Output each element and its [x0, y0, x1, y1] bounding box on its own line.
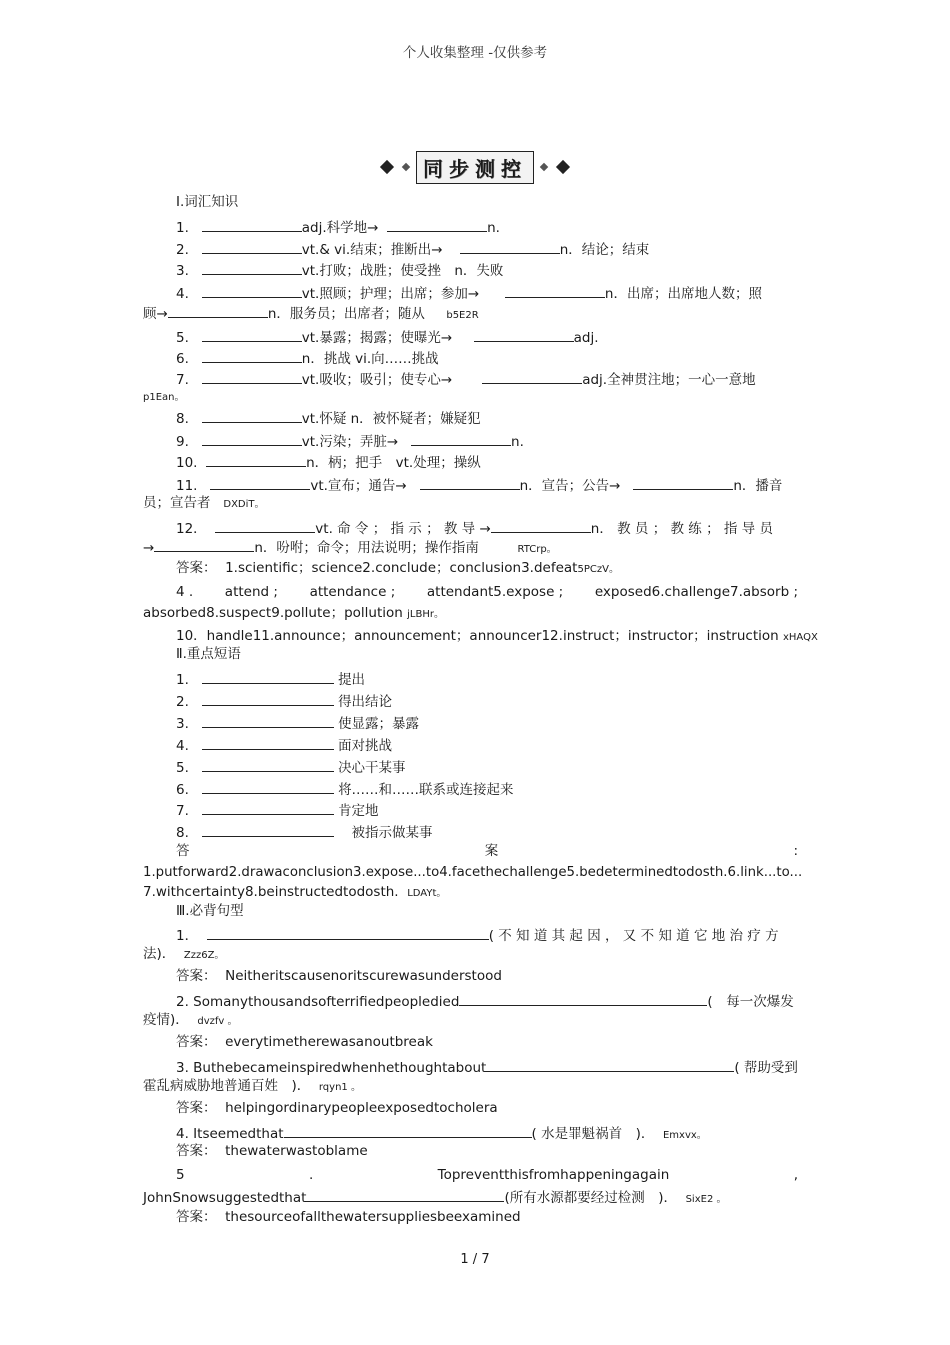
item-number: 8. — [176, 825, 189, 841]
blank — [459, 991, 707, 1006]
item-text: vt.污染；弄脏→ — [301, 434, 399, 450]
watermark-tag: p1Ean。 — [143, 392, 185, 403]
item-text: → — [143, 540, 155, 556]
item-text: ( 帮助受到 — [734, 1060, 798, 1076]
answer-text: helpingordinarypeopleexposedtocholera — [225, 1100, 498, 1116]
phrase-item — [176, 735, 392, 755]
item-text: vt.怀疑 n．被怀疑者；嫌疑犯 — [301, 411, 481, 427]
item-number: 8. — [176, 411, 189, 427]
answer-line — [176, 967, 502, 985]
answer-text: Neitheritscausenoritscurewasunderstood — [225, 968, 502, 984]
vocab-item — [176, 327, 599, 347]
blank — [215, 518, 315, 533]
phrase-item — [176, 669, 365, 689]
item-text: 使显露；暴露 — [338, 716, 420, 732]
vocab-item — [176, 348, 439, 368]
watermark-tag: SixE2 。 — [685, 1194, 727, 1205]
answer-text: absorbed8.suspect9.pollute；pollution — [143, 605, 403, 621]
watermark-tag: b5E2R — [446, 310, 479, 321]
diamond-icon — [540, 163, 548, 171]
item-text: . — [308, 1167, 314, 1183]
item-text: 提出 — [338, 672, 366, 688]
vocab-item — [176, 283, 762, 303]
answer-label: 案 — [484, 843, 499, 859]
phrase-item — [176, 822, 433, 842]
item-number: 10. — [176, 455, 198, 471]
answer-line — [176, 583, 798, 601]
item-text: ( 水是罪魁祸首 )． — [531, 1126, 655, 1142]
section-heading: Ⅲ.必背句型 — [176, 903, 244, 919]
item-number: 5. — [176, 330, 189, 346]
item-text: 面对挑战 — [338, 738, 393, 754]
banner-title: 同步测控 — [416, 151, 534, 184]
answer-line — [176, 559, 619, 579]
blank — [482, 369, 582, 384]
item-text: adj.科学地→ — [301, 220, 379, 236]
item-text: ( 每一次爆发 — [707, 994, 794, 1010]
item-text: 员；宣告者 — [143, 495, 211, 511]
item-text: 2. Somanythousandsofterrifiedpeopledied — [176, 994, 460, 1010]
answer-line — [176, 1099, 498, 1117]
vocab-item — [176, 217, 500, 237]
item-text: 顾→ — [143, 306, 168, 322]
item-text: vt.暴露；揭露；使曝光→ — [301, 330, 453, 346]
answer-text: exposed6.challenge7.absorb ; — [594, 584, 798, 600]
blank — [202, 800, 334, 815]
item-text: 决心干某事 — [338, 760, 406, 776]
blank — [202, 217, 302, 232]
sentence-item — [176, 1166, 798, 1184]
sentence-item — [176, 1057, 798, 1077]
answer-text: attend ; — [224, 584, 278, 600]
sentence-item-continued — [143, 1077, 361, 1097]
sentence-item — [176, 991, 794, 1011]
blank — [202, 327, 302, 342]
blank — [420, 475, 520, 490]
answer-line — [143, 883, 446, 903]
watermark-tag: jLBHr。 — [407, 609, 444, 620]
answer-text: attendance ; — [309, 584, 396, 600]
blank — [202, 283, 302, 298]
item-text: n．出席；出席地人数；照 — [604, 286, 762, 302]
sentence-item-continued — [143, 1187, 726, 1209]
sentence-item-continued — [143, 1011, 238, 1031]
blank — [474, 327, 574, 342]
vocab-item-continued — [143, 494, 265, 514]
vocab-item-continued — [143, 387, 185, 407]
blank — [460, 239, 560, 254]
item-text: 得出结论 — [338, 694, 393, 710]
item-number: 11. — [176, 478, 198, 494]
phrase-item — [176, 713, 419, 733]
answer-line — [176, 1142, 368, 1160]
item-text: adj. — [573, 330, 599, 346]
answer-text: 10．handle11.announce；announcement；announcer12.instruct；instructor；instruction — [176, 628, 779, 644]
answer-text: 1.scientific；science2.conclude；conclusion3.defeat — [225, 560, 578, 576]
blank — [202, 669, 334, 684]
blank — [491, 518, 591, 533]
watermark-tag: LDAYt。 — [407, 888, 447, 899]
item-text: JohnSnowsuggestedthat — [143, 1190, 307, 1206]
item-text: vt.宣布；通告→ — [310, 478, 407, 494]
section-banner — [0, 153, 950, 181]
answer-label: 答案： — [176, 968, 217, 984]
item-text: 霍乱病威胁地普通百姓 )． — [143, 1078, 311, 1094]
item-number: 1. — [176, 220, 189, 236]
item-text: Topreventthisfromhappeningagain — [437, 1167, 670, 1183]
item-text: vt.打败；战胜；使受挫 n．失败 — [301, 263, 504, 279]
item-text: vt.吸收；吸引；使专心→ — [301, 372, 453, 388]
item-text: vt. 命 令 ； 指 示 ； 教 导 → — [315, 521, 491, 537]
item-number: 1． — [176, 928, 199, 944]
phrase-item — [176, 691, 392, 711]
item-text: n．服务员；出席者；随从 — [267, 306, 425, 322]
blank — [206, 452, 306, 467]
item-number: 4. — [176, 738, 189, 754]
item-text: n．宣告；公告→ — [519, 478, 621, 494]
item-text: 3. Buthebecameinspiredwhenhethoughtabout — [176, 1060, 487, 1076]
blank — [633, 475, 733, 490]
item-text: , — [793, 1167, 798, 1183]
answer-label: 答案： — [176, 1209, 217, 1225]
blank — [202, 408, 302, 423]
phrase-item — [176, 800, 379, 820]
item-number: 1. — [176, 672, 189, 688]
answer-line — [143, 604, 444, 624]
watermark-tag: DXDiT。 — [223, 499, 265, 510]
watermark-tag: xHAQX — [782, 632, 818, 643]
answer-label: : — [793, 843, 798, 859]
blank — [306, 1187, 504, 1202]
vocab-item — [176, 475, 782, 495]
phrase-item — [176, 757, 406, 777]
item-number: 7. — [176, 372, 189, 388]
answer-line — [176, 627, 818, 647]
watermark-tag: 5PCzV。 — [577, 564, 619, 575]
item-number: 3. — [176, 263, 189, 279]
blank — [202, 348, 302, 363]
blank — [202, 713, 334, 728]
blank — [202, 735, 334, 750]
item-text: n. — [487, 220, 500, 236]
blank — [202, 779, 334, 794]
answer-label: 答案： — [176, 1143, 217, 1159]
answer-label: 答案： — [176, 1100, 217, 1116]
item-text: 4. Itseemedthat — [176, 1126, 284, 1142]
answer-label: 答案： — [176, 1034, 217, 1050]
item-text: n．吩咐；命令；用法说明；操作指南 — [254, 540, 479, 556]
item-text: n. — [511, 434, 524, 450]
item-number: 12． — [176, 521, 207, 537]
diamond-icon — [380, 160, 394, 174]
watermark-tag: Emxvx。 — [662, 1130, 707, 1141]
blank — [202, 691, 334, 706]
vocab-item — [176, 431, 524, 451]
blank — [202, 822, 334, 837]
blank — [202, 239, 302, 254]
blank — [387, 217, 487, 232]
vocab-item-continued — [143, 537, 557, 559]
item-text: vt.& vi.结束；推断出→ — [301, 242, 443, 258]
item-number: 6. — [176, 782, 189, 798]
item-text: 将……和……联系或连接起来 — [338, 782, 514, 798]
blank — [202, 260, 302, 275]
vocab-item — [176, 260, 503, 280]
blank — [168, 303, 268, 318]
item-text: 疫情)． — [143, 1012, 189, 1028]
item-text: ( 不 知 道 其 起 因 ， 又 不 知 道 它 地 治 疗 方 — [488, 928, 779, 944]
answer-line — [143, 864, 802, 882]
vocab-item — [176, 369, 756, 389]
sentence-item — [176, 925, 779, 945]
item-number: 9. — [176, 434, 189, 450]
item-number: 4. — [176, 286, 189, 302]
diamond-icon — [556, 160, 570, 174]
answer-text: 4 . — [176, 584, 194, 600]
item-text: n．结论；结束 — [559, 242, 650, 258]
item-text: n．柄；把手 vt.处理；操纵 — [306, 455, 481, 471]
blank — [210, 475, 310, 490]
item-number: 3. — [176, 716, 189, 732]
item-text: n．挑战 vi.向……挑战 — [301, 351, 439, 367]
item-number: 2. — [176, 694, 189, 710]
blank — [202, 757, 334, 772]
item-text: adj.全神贯注地；一心一意地 — [582, 372, 756, 388]
watermark-tag: dvzfv 。 — [197, 1016, 238, 1027]
item-number: 5. — [176, 760, 189, 776]
section-heading: Ⅰ.词汇知识 — [176, 194, 239, 210]
blank — [202, 431, 302, 446]
item-number: 5 — [176, 1167, 185, 1183]
vocab-item-continued — [143, 303, 479, 325]
item-text: (所有水源都要经过检测 )． — [504, 1190, 677, 1206]
answer-label: 答案： — [176, 560, 217, 576]
blank — [284, 1123, 532, 1138]
answer-text: thesourceofallthewatersuppliesbeexamined — [225, 1209, 521, 1225]
watermark-tag: Zzz6Z。 — [183, 950, 225, 961]
vocab-item — [176, 239, 649, 259]
sentence-item-continued — [143, 945, 224, 965]
answer-text: thewaterwastoblame — [225, 1143, 368, 1159]
item-text: vt.照顾；护理；出席；参加→ — [301, 286, 480, 302]
item-text: 被指示做某事 — [338, 825, 433, 841]
watermark-tag: rqyn1 。 — [318, 1082, 361, 1093]
blank — [505, 283, 605, 298]
answer-label: 答 — [176, 843, 190, 859]
answer-line — [176, 842, 798, 860]
answer-text: 1.putforward2.drawaconclusion3.expose...to4.facethechallenge5.bedeterminedtodosth.6.link...to... — [143, 865, 803, 880]
item-text: 肯定地 — [338, 803, 379, 819]
item-number: 2. — [176, 242, 189, 258]
item-number: 6. — [176, 351, 189, 367]
answer-line — [176, 1033, 433, 1051]
diamond-icon — [402, 163, 410, 171]
page-number: 1 / 7 — [460, 1252, 490, 1267]
item-text: n．播音 — [733, 478, 783, 494]
answer-line — [176, 1208, 521, 1226]
page-header: 个人收集整理 -仅供参考 — [402, 45, 548, 61]
vocab-item — [176, 452, 481, 472]
item-text: 法)． — [143, 946, 176, 962]
phrase-item — [176, 779, 514, 799]
vocab-item — [176, 408, 481, 428]
section-heading: Ⅱ.重点短语 — [176, 646, 241, 662]
answer-text: 7.withcertainty8.beinstructedtodosth. — [143, 884, 399, 900]
blank — [486, 1057, 734, 1072]
blank — [207, 925, 489, 940]
vocab-item — [176, 518, 773, 538]
answer-text: attendant5.expose ; — [426, 584, 564, 600]
blank — [154, 537, 254, 552]
item-text: n． 教 员 ； 教 练 ； 指 导 员 — [590, 521, 773, 537]
watermark-tag: RTCrp。 — [517, 544, 557, 555]
blank — [202, 369, 302, 384]
blank — [411, 431, 511, 446]
item-number: 7. — [176, 803, 189, 819]
answer-text: everytimetherewasanoutbreak — [225, 1034, 433, 1050]
